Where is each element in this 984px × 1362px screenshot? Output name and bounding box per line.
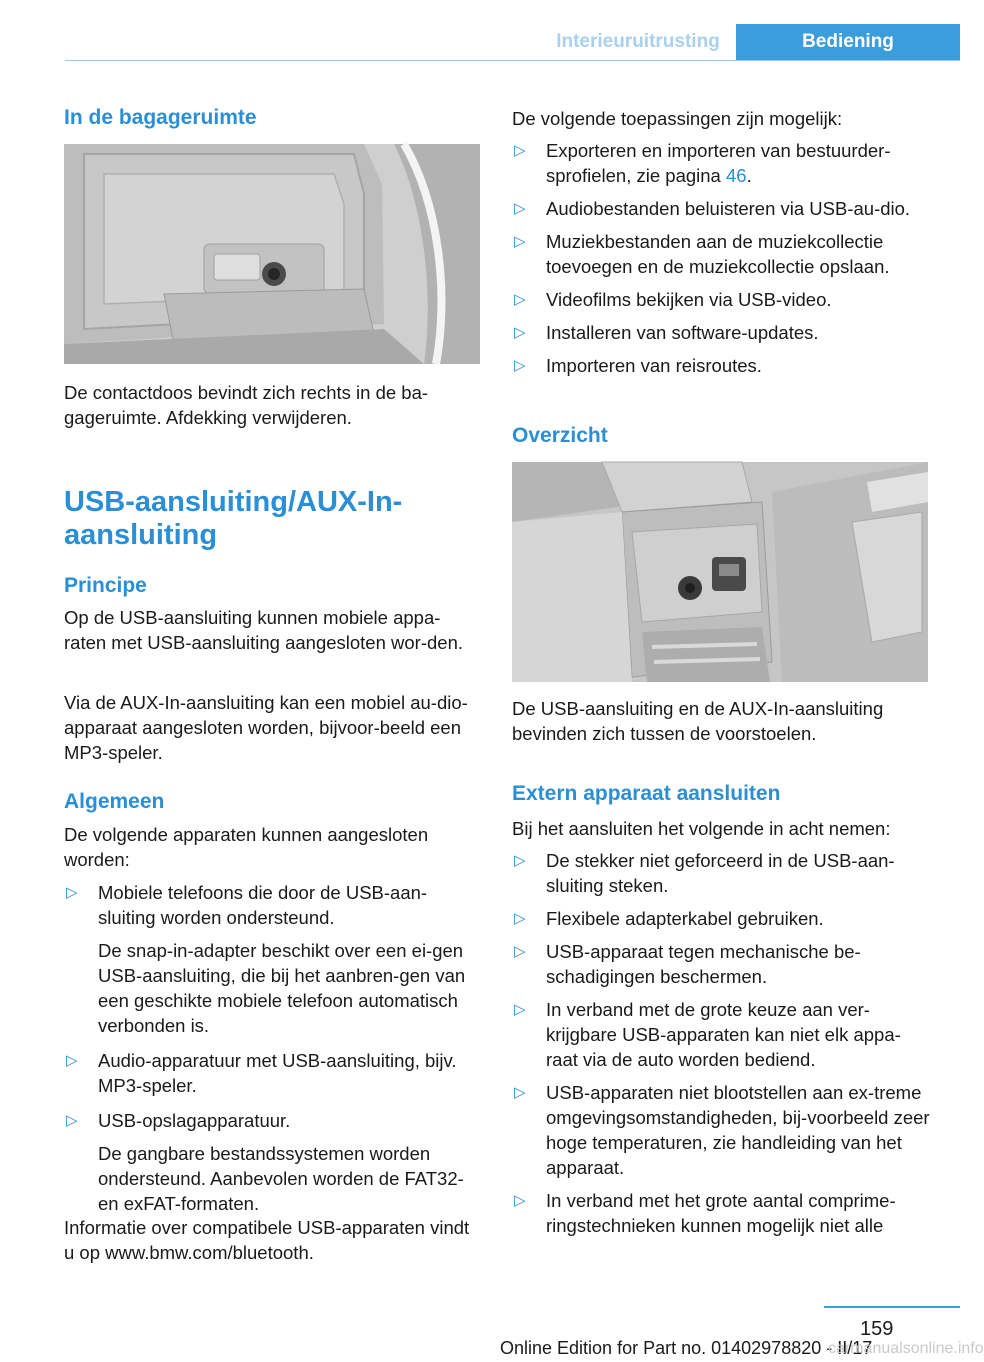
list-item xyxy=(512,229,930,279)
triangle-right-icon: ▷ xyxy=(514,357,526,374)
triangle-right-icon: ▷ xyxy=(514,1192,526,1209)
triangle-right-icon: ▷ xyxy=(514,291,526,308)
triangle-right-icon: ▷ xyxy=(66,884,78,901)
console-usb-photo xyxy=(512,462,928,682)
list-item xyxy=(512,138,930,188)
page-number: 159 xyxy=(860,1318,894,1340)
heading-principle: Principe xyxy=(64,574,147,597)
list-item xyxy=(64,1048,482,1098)
connect-list xyxy=(512,848,930,1238)
heading-overview: Overzicht xyxy=(512,424,608,447)
list-item xyxy=(512,939,930,989)
list-item xyxy=(512,848,930,898)
list-item xyxy=(512,1188,930,1238)
triangle-right-icon: ▷ xyxy=(514,233,526,250)
general-intro: De volgende apparaten kunnen aangesloten worden: xyxy=(64,824,429,870)
list-item-text: Audio-apparatuur met USB-aansluiting, bijv. MP3-speler. xyxy=(98,1050,457,1096)
list-item-text: USB-apparaat tegen mechanische be-schadigingen beschermen. xyxy=(546,941,861,987)
list-item-text: USB-apparaten niet blootstellen aan ex-treme omgevingsomstandigheden, bij-voorbeeld zeer hoge temperaturen, zie handleiding van het apparaat. xyxy=(546,1082,930,1178)
luggage-caption: De contactdoos bevindt zich rechts in de ba-gageruimte. Afdekking verwijderen. xyxy=(64,382,429,428)
header-divider xyxy=(65,60,960,61)
triangle-right-icon: ▷ xyxy=(514,1084,526,1101)
principle-paragraph-2: Via de AUX-In-aansluiting kan een mobiel au-dio-apparaat aangesloten worden, bijvoor-beeld een MP3-speler. xyxy=(64,692,468,763)
heading-luggage: In de bagageruimte xyxy=(64,106,257,129)
watermark: carmanualsonline.info xyxy=(828,1340,984,1357)
list-item xyxy=(64,880,482,1038)
list-item xyxy=(512,906,930,931)
list-item-text: Videofilms bekijken via USB-video. xyxy=(546,289,832,310)
header-section-tab[interactable]: Interieuruitrusting xyxy=(556,31,720,52)
list-item-text: Exporteren en importeren van bestuurder-sprofielen, zie pagina xyxy=(546,140,891,186)
header-chapter-tab[interactable]: Bediening xyxy=(736,24,960,60)
triangle-right-icon: ▷ xyxy=(66,1112,78,1129)
list-item-text: In verband met het grote aantal comprime-ringstechnieken kunnen mogelijk niet alle xyxy=(546,1190,896,1236)
list-item-subtext: De gangbare bestandssystemen worden ondersteund. Aanbevolen worden de FAT32- en exFAT-formaten. xyxy=(98,1143,464,1214)
apps-intro: De volgende toepassingen zijn mogelijk: xyxy=(512,108,843,129)
triangle-right-icon: ▷ xyxy=(514,200,526,217)
triangle-right-icon: ▷ xyxy=(514,142,526,159)
edition-footer: Online Edition for Part no. 01402978820 - II/17 xyxy=(500,1338,873,1358)
list-item-text: Mobiele telefoons die door de USB-aan-sluiting worden ondersteund. xyxy=(98,882,428,928)
list-item xyxy=(512,997,930,1072)
list-item-text-end: . xyxy=(746,165,752,186)
list-item xyxy=(512,353,930,378)
heading-general: Algemeen xyxy=(64,790,165,813)
list-item-text: Muziekbestanden aan de muziekcollectie toevoegen en de muziekcollectie opslaan. xyxy=(546,231,890,277)
triangle-right-icon: ▷ xyxy=(514,910,526,927)
heading-connect: Extern apparaat aansluiten xyxy=(512,782,781,805)
list-item xyxy=(512,1080,930,1180)
chapter-title-line1: USB-aansluiting/AUX-In- xyxy=(64,486,403,518)
list-item-text: Importeren van reisroutes. xyxy=(546,355,762,376)
list-item xyxy=(512,320,930,345)
chapter-title-line2: aansluiting xyxy=(64,519,218,551)
list-item xyxy=(512,196,930,221)
footer-divider xyxy=(824,1306,960,1308)
list-item-text: Audiobestanden beluisteren via USB-au-dio. xyxy=(546,198,911,219)
principle-paragraph-1: Op de USB-aansluiting kunnen mobiele appa-raten met USB-aansluiting aangesloten wor-den. xyxy=(64,607,464,653)
connect-intro: Bij het aansluiten het volgende in acht nemen: xyxy=(512,818,891,839)
triangle-right-icon: ▷ xyxy=(514,852,526,869)
triangle-right-icon: ▷ xyxy=(66,1052,78,1069)
overview-caption: De USB-aansluiting en de AUX-In-aansluiting bevinden zich tussen de voorstoelen. xyxy=(512,698,884,744)
list-item-text: In verband met de grote keuze aan ver-krijgbare USB-apparaten kan niet elk appa-raat via de auto worden bediend. xyxy=(546,999,901,1070)
console-usb-illustration xyxy=(512,462,928,682)
luggage-socket-illustration xyxy=(64,144,480,364)
chapter-title xyxy=(64,486,482,552)
triangle-right-icon: ▷ xyxy=(514,1001,526,1018)
triangle-right-icon: ▷ xyxy=(514,943,526,960)
list-item xyxy=(64,1108,482,1216)
list-item-subtext: De snap-in-adapter beschikt over een ei-gen USB-aansluiting, die bij het aanbren-gen van een geschikte mobiele telefoon automatisch verbonden is. xyxy=(98,940,466,1036)
luggage-socket-photo xyxy=(64,144,480,364)
general-list xyxy=(64,880,482,1216)
list-item-text: USB-opslagapparatuur. xyxy=(98,1110,291,1131)
apps-list xyxy=(512,138,930,378)
triangle-right-icon: ▷ xyxy=(514,324,526,341)
list-item-text: Flexibele adapterkabel gebruiken. xyxy=(546,908,824,929)
list-item xyxy=(512,287,930,312)
list-item-text: Installeren van software-updates. xyxy=(546,322,819,343)
info-text: Informatie over compatibele USB-apparaten vindt u op www.bmw.com/bluetooth. xyxy=(64,1217,470,1263)
page-link[interactable]: 46 xyxy=(725,165,747,186)
list-item-text: De stekker niet geforceerd in de USB-aan-sluiting steken. xyxy=(546,850,895,896)
